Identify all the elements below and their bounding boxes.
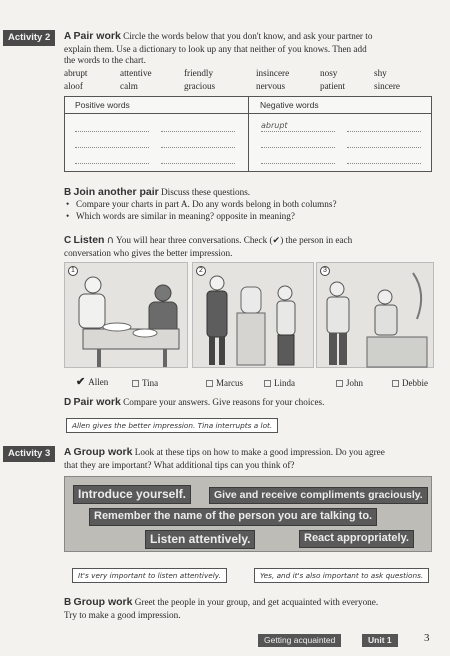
- write-line[interactable]: [261, 163, 335, 164]
- section-text: Compare your answers. Give reasons for your choices.: [123, 397, 325, 407]
- question-bullet: • Which words are similar in meaning? opposite in meaning?: [66, 211, 406, 223]
- section-letter: B: [64, 187, 72, 198]
- word[interactable]: calm: [120, 80, 138, 91]
- write-line[interactable]: [347, 147, 421, 148]
- conversation-picture-1: [64, 262, 188, 368]
- section-title: Group work: [73, 596, 133, 608]
- activity-2b-instructions: [64, 186, 404, 200]
- chart-header-rule: [65, 113, 431, 114]
- checkbox[interactable]: [206, 380, 213, 387]
- picture-number: 1: [68, 266, 78, 276]
- word[interactable]: shy: [374, 68, 387, 78]
- word[interactable]: friendly: [184, 68, 214, 78]
- activity-2a-instructions: [64, 30, 374, 67]
- section-title: Listen: [73, 234, 105, 246]
- write-line[interactable]: [347, 131, 421, 132]
- choice-john[interactable]: [336, 378, 363, 389]
- write-line[interactable]: [161, 163, 235, 164]
- section-letter: C: [64, 235, 72, 246]
- section-title: Pair work: [73, 30, 121, 42]
- question-bullet: • Compare your charts in part A. Do any words belong in both columns?: [66, 199, 406, 211]
- word[interactable]: sincere: [374, 80, 401, 91]
- positive-words-header: Positive words: [75, 100, 130, 110]
- negative-words-header: Negative words: [260, 100, 319, 110]
- tip-listen-attentively: Listen attentively.: [145, 530, 255, 549]
- conversation-picture-3: [316, 262, 434, 368]
- activity-2-label: Activity 2: [3, 30, 55, 46]
- tip-react-appropriately: React appropriately.: [299, 530, 414, 548]
- conversation-picture-2: [192, 262, 314, 368]
- negative-example-word: abrupt: [261, 121, 288, 130]
- write-line[interactable]: [261, 131, 335, 132]
- section-letter: A: [64, 447, 72, 458]
- water-cooler-scene-illustration: [193, 263, 315, 369]
- word[interactable]: patient: [320, 80, 346, 91]
- tip-compliments: Give and receive compliments graciously.: [209, 487, 428, 504]
- section-text: Discuss these questions.: [161, 187, 251, 197]
- picture-number: 3: [320, 266, 330, 276]
- speech-bubble-left: It's very important to listen attentively.: [72, 568, 227, 583]
- choice-label: Linda: [274, 378, 295, 388]
- footer-unit-label: Unit 1: [362, 634, 398, 647]
- chart-divider: [248, 97, 249, 171]
- checkbox[interactable]: [132, 380, 139, 387]
- activity-3-label: Activity 3: [3, 446, 55, 462]
- word[interactable]: insincere: [256, 68, 290, 78]
- activity-3b-instructions: [64, 596, 384, 621]
- activity-2c-instructions: [64, 234, 394, 259]
- checkbox[interactable]: [264, 380, 271, 387]
- choice-label: Marcus: [216, 378, 243, 388]
- tip-introduce-yourself: Introduce yourself.: [73, 485, 191, 504]
- choice-debbie[interactable]: [392, 378, 428, 389]
- write-line[interactable]: [161, 147, 235, 148]
- checkbox[interactable]: [336, 380, 343, 387]
- picture-number: 2: [196, 266, 206, 276]
- choice-label: Debbie: [402, 378, 428, 388]
- write-line[interactable]: [347, 163, 421, 164]
- section-letter: A: [64, 31, 72, 42]
- restaurant-scene-illustration: [65, 263, 189, 369]
- write-line[interactable]: [161, 131, 235, 132]
- discussion-questions: [66, 199, 406, 222]
- example-speech-bubble: Allen gives the better impression. Tina interrupts a lot.: [66, 418, 278, 433]
- office-scene-illustration: [317, 263, 435, 369]
- choice-allen[interactable]: [76, 376, 108, 390]
- section-title: Pair work: [73, 396, 121, 408]
- checkmark-icon: ✔: [76, 376, 86, 388]
- section-letter: B: [64, 597, 72, 608]
- write-line[interactable]: [75, 163, 149, 164]
- section-text: Greet the people in your group, and get acquainted with everyone. Try to make a good impression.: [64, 597, 379, 620]
- checkbox[interactable]: [392, 380, 399, 387]
- tips-board: [64, 476, 432, 552]
- vocabulary-word-grid: [64, 68, 424, 92]
- headphones-icon: ∩: [106, 235, 115, 246]
- write-line[interactable]: [75, 147, 149, 148]
- speech-bubble-right: Yes, and it's also important to ask questions.: [254, 568, 429, 583]
- activity-3a-instructions: [64, 446, 394, 471]
- word[interactable]: nervous: [256, 80, 286, 91]
- choice-linda[interactable]: [264, 378, 295, 389]
- activity-2d-instructions: [64, 396, 394, 410]
- choice-label: John: [346, 378, 364, 388]
- page-number: 3: [424, 632, 430, 644]
- write-line[interactable]: [75, 131, 149, 132]
- choice-marcus[interactable]: [206, 378, 243, 389]
- choice-label: Tina: [142, 378, 159, 388]
- section-text: Look at these tips on how to make a good impression. Do you agree that they are important? What additional tips can you think of?: [64, 447, 385, 470]
- tip-remember-name: Remember the name of the person you are talking to.: [89, 508, 377, 526]
- positive-negative-chart: [64, 96, 432, 172]
- section-title: Group work: [73, 446, 133, 458]
- choice-label: Allen: [88, 377, 109, 388]
- write-line[interactable]: [261, 147, 335, 148]
- word[interactable]: attentive: [120, 68, 152, 78]
- word[interactable]: aloof: [64, 80, 83, 91]
- section-text: Circle the words below that you don't know, and ask your partner to explain them. Use a dictionary to look up any that neither of you knows. Then add the words to the chart.: [64, 31, 373, 65]
- choice-tina[interactable]: [132, 378, 158, 389]
- word[interactable]: gracious: [184, 80, 216, 91]
- footer-section-label: Getting acquainted: [258, 634, 341, 647]
- word[interactable]: nosy: [320, 68, 338, 78]
- section-letter: D: [64, 397, 72, 408]
- word[interactable]: abrupt: [64, 68, 88, 78]
- section-title: Join another pair: [73, 186, 159, 198]
- section-text: You will hear three conversations. Check (✔) the person in each conversation who gives the better impression.: [64, 235, 353, 258]
